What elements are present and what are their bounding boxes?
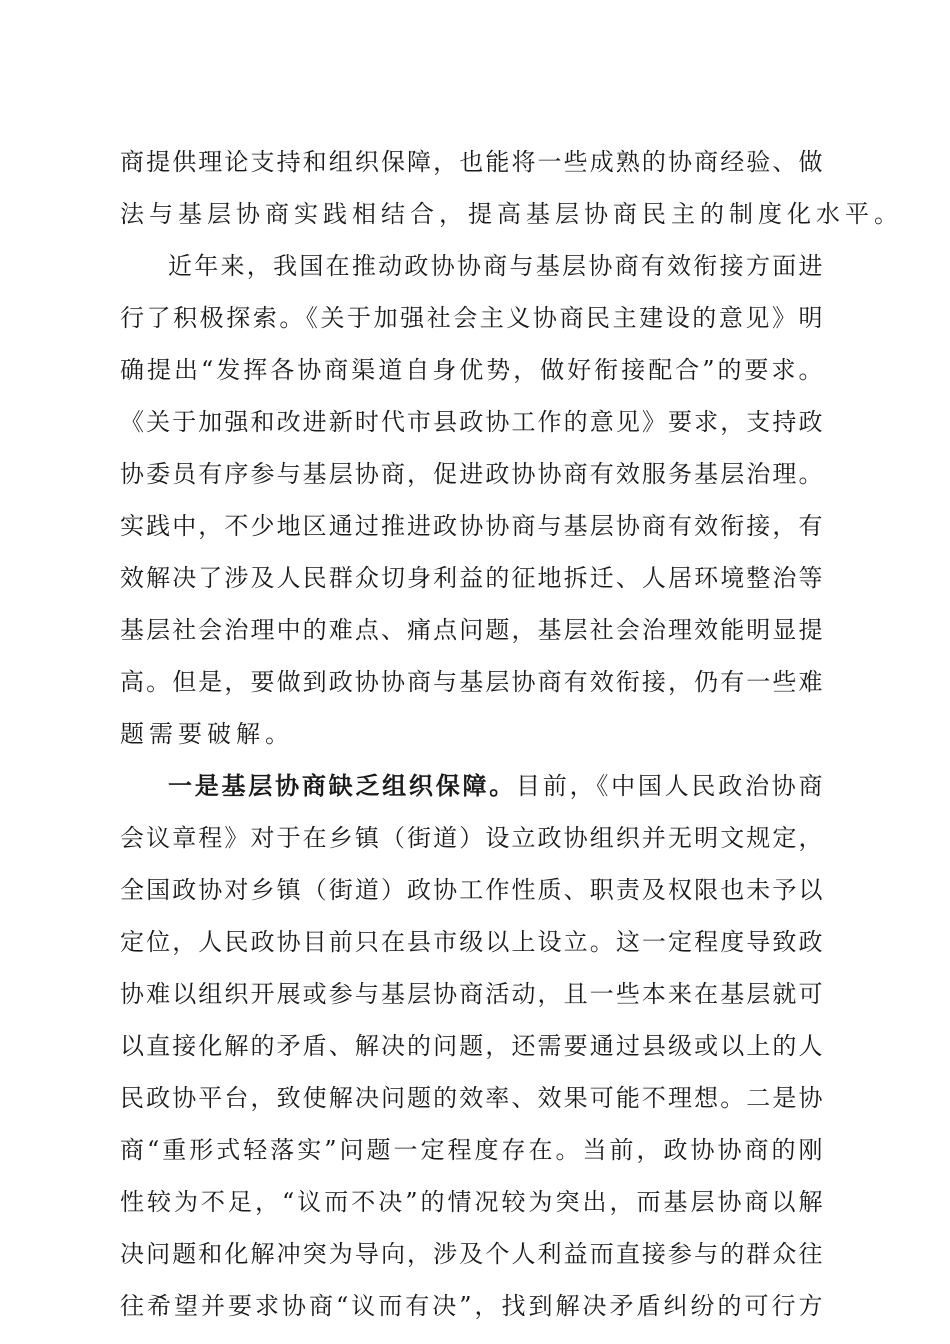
text-line: 确提出“发挥各协商渠道自身优势，做好衔接配合”的要求。 <box>120 356 823 384</box>
text-line: 实践中，不少地区通过推进政协协商与基层协商有效衔接，有 <box>120 512 823 540</box>
text-line: 行了积极探索。《关于加强社会主义协商民主建设的意见》明 <box>120 304 823 332</box>
text-line: 题需要破解。 <box>120 720 294 748</box>
text-line: 高。但是，要做到政协协商与基层协商有效衔接，仍有一些难 <box>120 668 823 696</box>
text-line: 定位，人民政协目前只在县市级以上设立。这一定程度导致政 <box>120 928 823 956</box>
text-line <box>168 760 823 812</box>
text-line: 协委员有序参与基层协商，促进政协协商有效服务基层治理。 <box>120 460 823 488</box>
text-line: 决问题和化解冲突为导向，涉及个人利益而直接参与的群众往 <box>120 1240 823 1268</box>
text-line: 法与基层协商实践相结合，提高基层协商民主的制度化水平。 <box>120 200 903 228</box>
bold-lead: 一是基层协商缺乏组织保障。 <box>168 771 517 800</box>
text-line: 协难以组织开展或参与基层协商活动，且一些本来在基层就可 <box>120 980 823 1008</box>
text-line: 会议章程》对于在乡镇（街道）设立政协组织并无明文规定， <box>120 824 823 852</box>
text-line: 商“重形式轻落实”问题一定程度存在。当前，政协协商的刚 <box>120 1136 823 1164</box>
text-line: 往希望并要求协商“议而有决”，找到解决矛盾纠纷的可行方 <box>120 1292 823 1320</box>
text-line: 近年来，我国在推动政协协商与基层协商有效衔接方面进 <box>168 252 823 280</box>
text-line: 《关于加强和改进新时代市县政协工作的意见》要求，支持政 <box>120 408 823 436</box>
text-line: 以直接化解的矛盾、解决的问题，还需要通过县级或以上的人 <box>120 1032 823 1060</box>
text-line: 商提供理论支持和组织保障，也能将一些成熟的协商经验、做 <box>120 148 823 176</box>
text-line: 性较为不足，“议而不决”的情况较为突出，而基层协商以解 <box>120 1188 823 1216</box>
text-span: 目前，《中国人民政治协商 <box>516 772 824 800</box>
text-line: 基层社会治理中的难点、痛点问题，基层社会治理效能明显提 <box>120 616 823 644</box>
text-line: 全国政协对乡镇（街道）政协工作性质、职责及权限也未予以 <box>120 876 823 904</box>
text-line: 民政协平台，致使解决问题的效率、效果可能不理想。二是协 <box>120 1084 823 1112</box>
text-line: 效解决了涉及人民群众切身利益的征地拆迁、人居环境整治等 <box>120 564 823 592</box>
